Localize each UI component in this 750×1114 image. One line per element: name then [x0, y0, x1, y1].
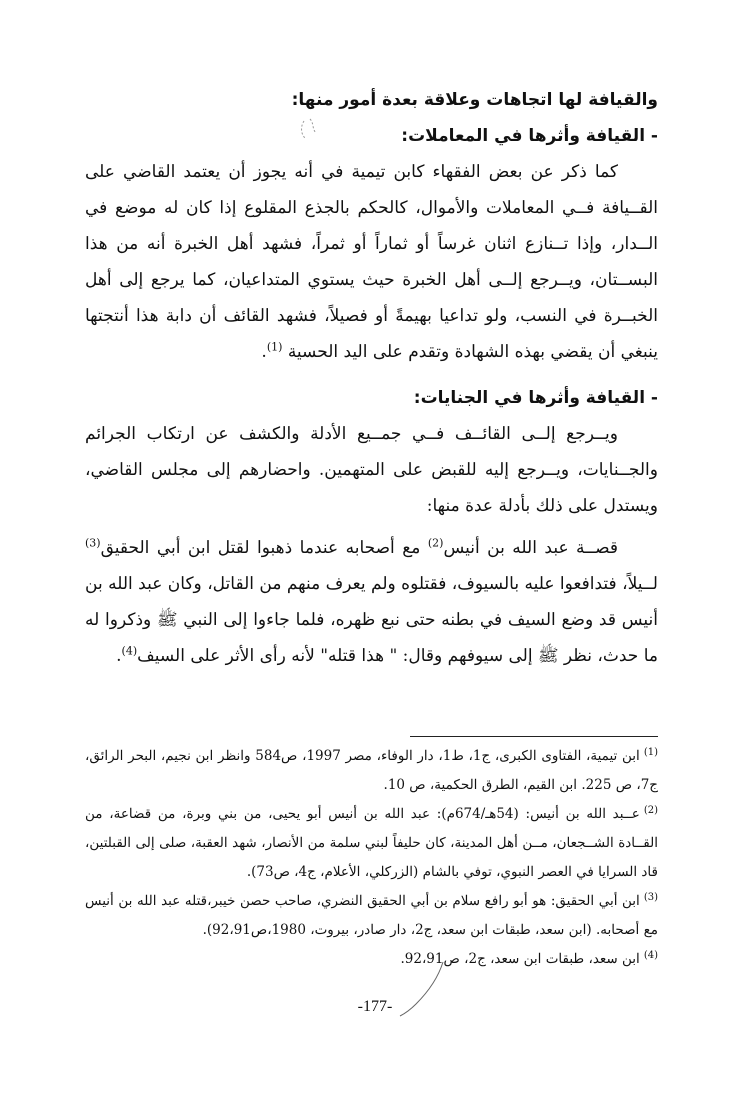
story-text-c: لــيلاً، فتدافعوا عليه بالسيوف، فقتلوه ولم يعرف منهم من القاتل، وكان عبد الله بن أنيس قد وضع السيف في بطنه حتى نبع ظهره، فلما جاءوا إلى النبي ﷺ وذكروا له ما حدث، نظر ﷺ إلى سيوفهم وقال: " هذا قتله" لأنه رأى الأثر على السيف: [85, 574, 658, 666]
footnote-ref-2[interactable]: (2): [427, 536, 444, 550]
paragraph-end-mark: .: [261, 342, 267, 362]
body-text: [85, 82, 658, 674]
paragraph-transactions: [85, 154, 658, 370]
footnote-1: [85, 742, 658, 800]
heading-crimes: - القيافة وأثرها في الجنايات:: [413, 388, 658, 408]
paragraph-crimes: ويــرجع إلــى القائــف فــي جمــيع الأدلة والكشف عن ارتكاب الجرائم والجــنايات، ويــرجع إليه للقبض على المتهمين. واحضارهم إلى مجلس القاضي، ويستدل على ذلك بأدلة عدة منها:: [85, 424, 658, 516]
paragraph-story: [85, 530, 658, 674]
footnote-mark: (3): [643, 891, 658, 903]
paragraph-transactions-text: كما ذكر عن بعض الفقهاء كابن تيمية في أنه يجوز أن يعتمد القاضي على القــيافة فــي المعاملات والأموال، كالحكم بالجذع المقلوع إذا كان له موضع في الــدار، وإذا تــنازع اثنان غرساً أو ثماراً أو ثمراً، فشهد أهل الخبرة أنه من هذا البســتان، ويــرجع إلــى أهل الخبرة حيث يستوي المتداعيان، كما يرجع إلى أهل الخبــرة في النسب، ولو تداعيا بهيمةً أو فصيلاً، فشهد القائف أن دابة هذا أنتجتها ينبغي أن يقضي بهذه الشهادة وتقدم على اليد الحسية: [85, 162, 658, 362]
footnotes: [85, 742, 658, 974]
footnote-ref-1[interactable]: (1): [266, 340, 283, 354]
footnote-text: ابن أبي الحقيق: هو أبو رافع سلام بن أبي الحقيق النضري، صاحب حصن خيبر،قتله عبد الله بن أنيس مع أصحابه. (ابن سعد، طبقات ابن سعد، ج2، دار صادر، بيروت، 1980،ص92،91).: [85, 893, 658, 938]
story-text-b: مع أصحابه عندما ذهبوا لقتل ابن أبي الحقيق: [100, 538, 428, 558]
ink-mark-icon: [296, 115, 326, 145]
footnote-ref-4[interactable]: (4): [121, 644, 138, 658]
story-text-a: قصــة عبد الله بن أنيس: [443, 538, 618, 558]
footnote-mark: (2): [643, 804, 658, 816]
footnote-divider: [410, 736, 658, 737]
footnote-mark: (4): [643, 949, 658, 961]
footnote-mark: (1): [643, 746, 658, 758]
footnote-3: [85, 887, 658, 945]
footnote-2: [85, 800, 658, 887]
footnote-text: ابن تيمية، الفتاوى الكبرى، ج1، ط1، دار الوفاء، مصر 1997، ص584 وانظر ابن نجيم، البحر الرائق، ج7، ص 225. ابن القيم، الطرق الحكمية، ص 10.: [85, 748, 658, 793]
heading-main: والقيافة لها اتجاهات وعلاقة بعدة أمور منها:: [291, 90, 658, 110]
footnote-text: عــبد الله بن أنيس: (54هـ/674م): عبد الله بن أنيس أبو يحيى، من بني وبرة، من قضاعة، من القــادة الشــجعان، مــن أهل المدينة، كان حليفاً لبني سلمة من الأنصار، شهد العقبة، صلى إلى القبلتين، قاد السرايا في العصر النبوي، توفي بالشام (الزركلي، الأعلام، ج4، ص73).: [85, 806, 658, 880]
page-number: -177-: [357, 998, 393, 1015]
heading-transactions: - القيافة وأثرها في المعاملات:: [401, 126, 658, 146]
footnote-ref-3[interactable]: (3): [85, 536, 101, 550]
footnote-text: ابن سعد، طبقات ابن سعد، ج2، ص92،91.: [400, 951, 640, 967]
footnote-4: [85, 945, 658, 974]
story-end-mark: .: [116, 646, 122, 666]
